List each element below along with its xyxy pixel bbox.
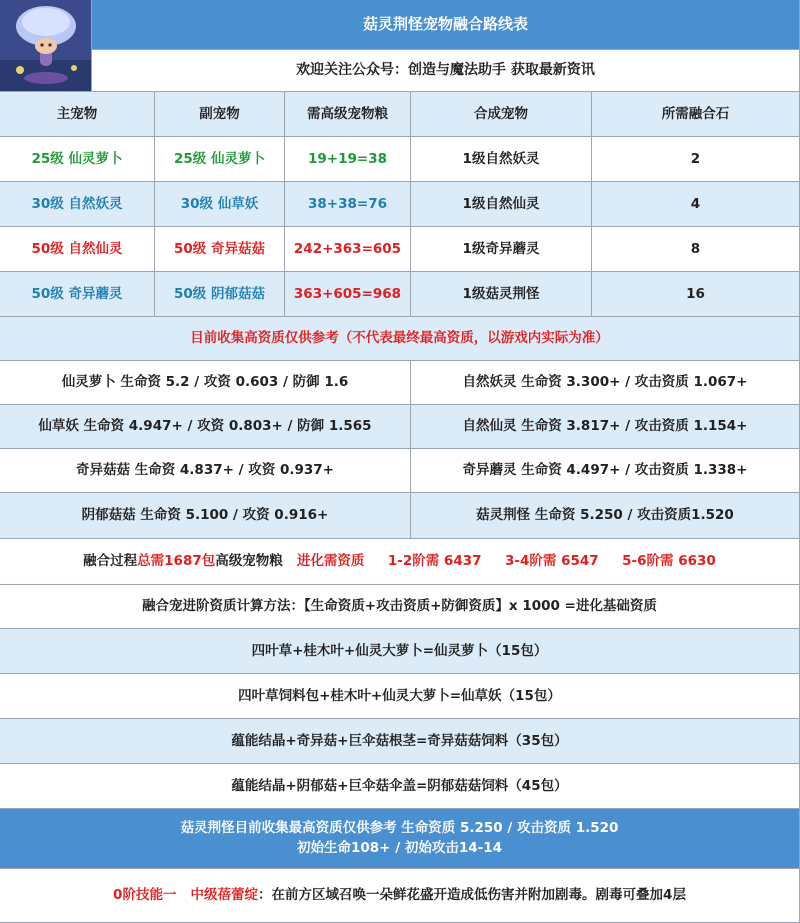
table-cell-stones: 4 xyxy=(592,182,800,227)
table-cell-food: 363+605=968 xyxy=(285,272,411,317)
fusion-process-row xyxy=(0,539,800,585)
formula-row: 融合宠进阶资质计算方法：【生命资质+攻击资质+防御资质】x 1000 =进化基础资质 xyxy=(0,585,800,629)
table-cell-sub: 50级 阴郁菇菇 xyxy=(155,272,285,317)
table-cell-main: 25级 仙灵萝卜 xyxy=(0,137,155,182)
table-cell-sub: 50级 奇异菇菇 xyxy=(155,227,285,272)
notice-banner: 目前收集高资质仅供参考（不代表最终最高资质，以游戏内实际为准） xyxy=(0,317,800,361)
stat-right: 自然妖灵 生命资 3.300+ / 攻击资质 1.067+ xyxy=(411,361,800,405)
summary-line-1: 菇灵荆怪目前收集最高资质仅供参考 生命资质 5.250 / 攻击资质 1.520 xyxy=(180,819,619,836)
page-title: 菇灵荆怪宠物融合路线表 xyxy=(92,0,800,50)
table-cell-result: 1级奇异蘑灵 xyxy=(411,227,592,272)
column-header-main-pet: 主宠物 xyxy=(0,92,155,137)
column-header-stones: 所需融合石 xyxy=(592,92,800,137)
stat-right: 菇灵荆怪 生命资 5.250 / 攻击资质1.520 xyxy=(411,493,800,539)
table-cell-result: 1级菇灵荆怪 xyxy=(411,272,592,317)
column-header-result: 合成宠物 xyxy=(411,92,592,137)
summary-banner xyxy=(0,809,800,869)
table-cell-main: 50级 奇异蘑灵 xyxy=(0,272,155,317)
recipe-row: 四叶草+桂木叶+仙灵大萝卜=仙灵萝卜（15包） xyxy=(0,629,800,674)
table-cell-sub: 25级 仙灵萝卜 xyxy=(155,137,285,182)
skill-row xyxy=(0,869,800,923)
table-cell-result: 1级自然妖灵 xyxy=(411,137,592,182)
stat-right: 自然仙灵 生命资 3.817+ / 攻击资质 1.154+ xyxy=(411,405,800,449)
table-cell-stones: 2 xyxy=(592,137,800,182)
table-cell-food: 38+38=76 xyxy=(285,182,411,227)
table-cell-food: 242+363=605 xyxy=(285,227,411,272)
table-cell-sub: 30级 仙草妖 xyxy=(155,182,285,227)
summary-line-2: 初始生命108+ / 初始攻击14-14 xyxy=(297,839,502,856)
column-header-sub-pet: 副宠物 xyxy=(155,92,285,137)
stat-left: 阴郁菇菇 生命资 5.100 / 攻资 0.916+ xyxy=(0,493,411,539)
recipe-row: 四叶草饲料包+桂木叶+仙灵大萝卜=仙草妖（15包） xyxy=(0,674,800,719)
table-cell-stones: 16 xyxy=(592,272,800,317)
pet-avatar-image xyxy=(0,0,92,92)
process-total: 总需1687包 xyxy=(137,553,216,570)
stat-right: 奇异蘑灵 生命资 4.497+ / 攻击资质 1.338+ xyxy=(411,449,800,493)
stat-left: 仙草妖 生命资 4.947+ / 攻资 0.803+ / 防御 1.565 xyxy=(0,405,411,449)
stat-left: 仙灵萝卜 生命资 5.2 / 攻资 0.603 / 防御 1.6 xyxy=(0,361,411,405)
skill-label: 0阶技能一 中级蓓蕾绽 xyxy=(113,887,259,904)
table-cell-stones: 8 xyxy=(592,227,800,272)
recipe-row: 蕴能结晶+阴郁菇+巨伞菇伞盖=阴郁菇菇饲料（45包） xyxy=(0,764,800,809)
column-header-food: 需高级宠物粮 xyxy=(285,92,411,137)
table-cell-main: 30级 自然妖灵 xyxy=(0,182,155,227)
process-evolve: 进化需资质 1-2阶需 6437 3-4阶需 6547 5-6阶需 6630 xyxy=(282,553,716,570)
stat-left: 奇异菇菇 生命资 4.837+ / 攻资 0.937+ xyxy=(0,449,411,493)
recipe-row: 蕴能结晶+奇异菇+巨伞菇根茎=奇异菇菇饲料（35包） xyxy=(0,719,800,764)
skill-description: ：在前方区域召唤一朵鲜花盛开造成低伤害并附加剧毒。剧毒可叠加4层 xyxy=(258,887,686,904)
subtitle-banner: 欢迎关注公众号：创造与魔法助手 获取最新资讯 xyxy=(92,50,800,92)
table-cell-food: 19+19=38 xyxy=(285,137,411,182)
table-cell-result: 1级自然仙灵 xyxy=(411,182,592,227)
table-cell-main: 50级 自然仙灵 xyxy=(0,227,155,272)
process-prefix: 融合过程 xyxy=(83,553,138,570)
mushroom-pet-icon xyxy=(0,0,92,92)
process-middle: 高级宠物粮 xyxy=(215,553,283,570)
